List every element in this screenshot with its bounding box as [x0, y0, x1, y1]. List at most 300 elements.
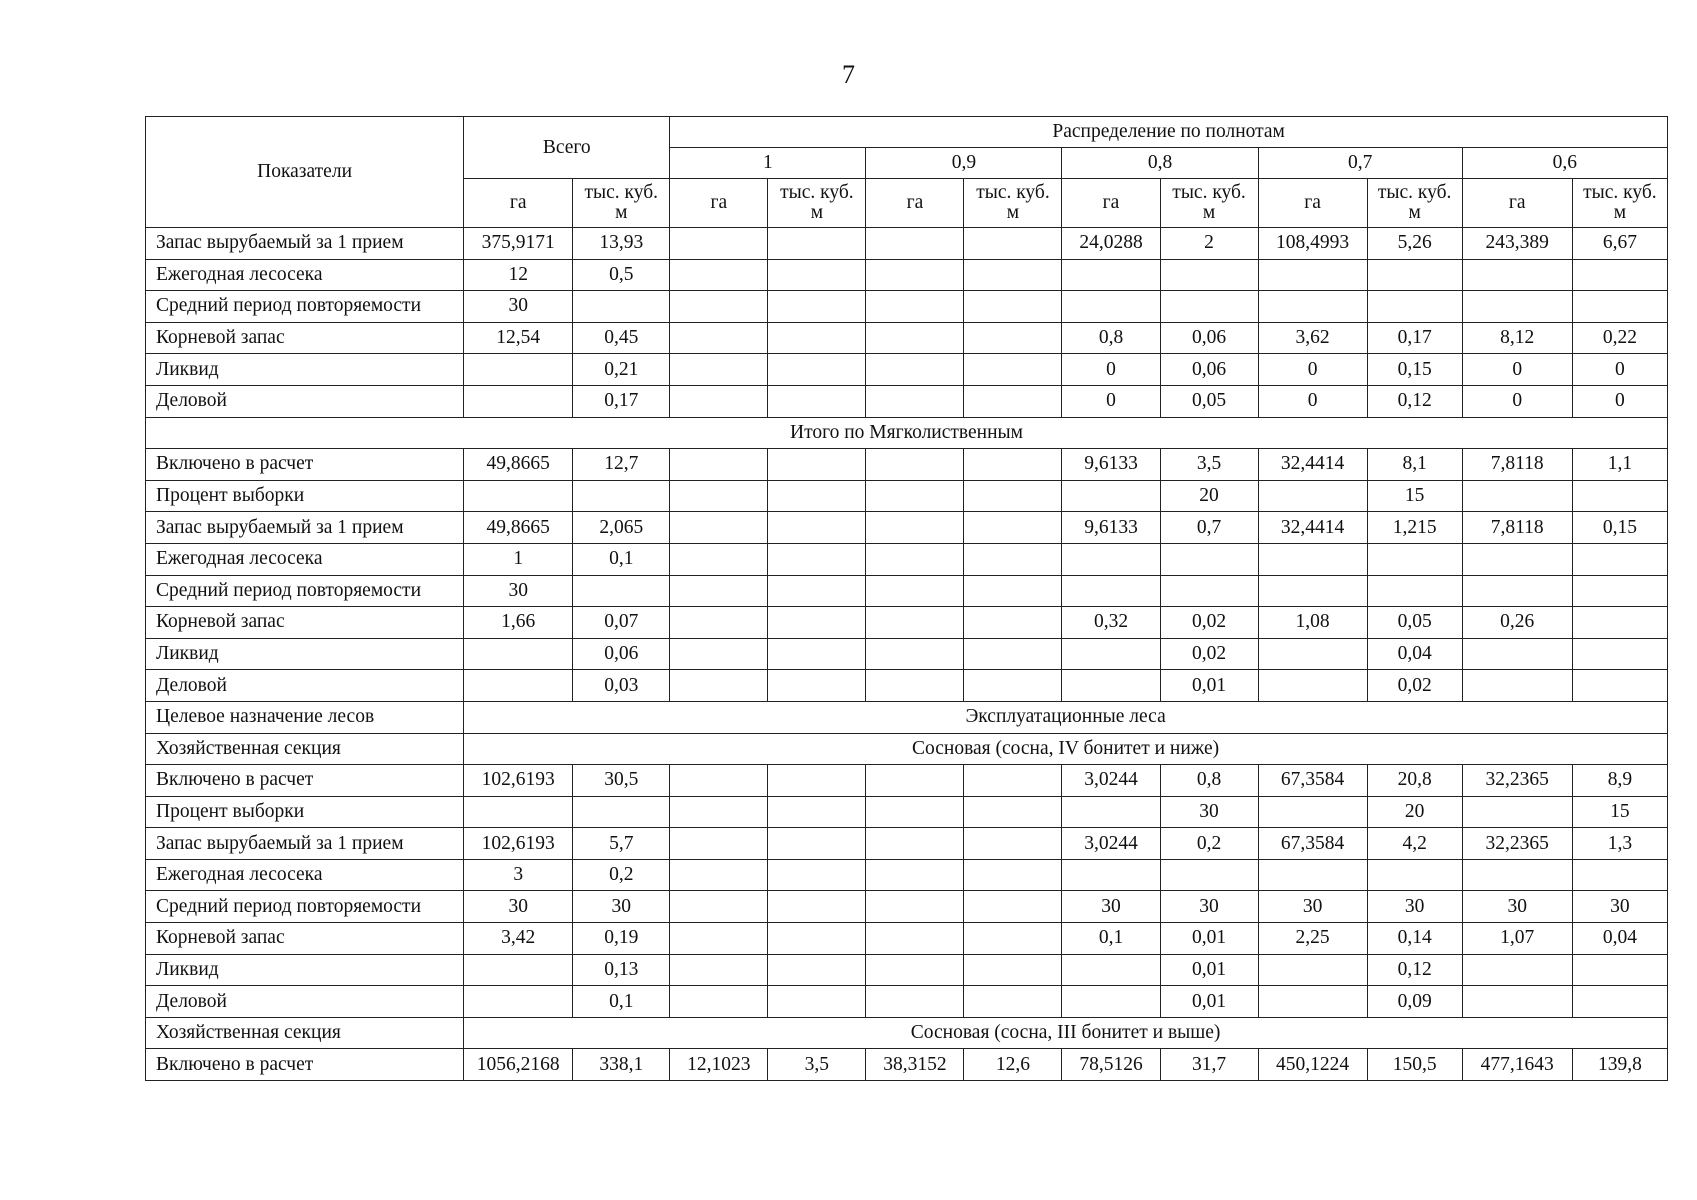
table-row — [146, 512, 1668, 544]
row-label: Средний период повторяемости — [146, 575, 464, 607]
table-cell — [866, 670, 964, 702]
table-cell — [670, 765, 768, 797]
table-cell — [964, 575, 1062, 607]
table-cell — [768, 670, 866, 702]
table-cell: 6,67 — [1572, 228, 1667, 260]
forest-stand-table — [145, 116, 1668, 1081]
table-cell: 9,6133 — [1062, 512, 1160, 544]
table-row — [146, 228, 1668, 260]
table-cell — [866, 354, 964, 386]
table-row — [146, 638, 1668, 670]
table-cell — [866, 891, 964, 923]
table-cell: 0 — [1462, 354, 1572, 386]
table-cell: 12 — [464, 259, 573, 291]
section-value: Сосновая (сосна, IV бонитет и ниже) — [464, 733, 1668, 765]
header-density-group: 0,7 — [1258, 148, 1462, 179]
table-cell — [964, 670, 1062, 702]
table-cell — [670, 638, 768, 670]
table-cell: 0 — [1062, 385, 1160, 417]
table-cell — [464, 638, 573, 670]
table-cell — [1258, 796, 1367, 828]
table-cell: 12,6 — [964, 1049, 1062, 1081]
table-cell: 32,2365 — [1462, 765, 1572, 797]
table-cell — [768, 859, 866, 891]
table-cell: 4,2 — [1367, 828, 1462, 860]
table-cell — [1062, 670, 1160, 702]
table-cell: 30 — [464, 891, 573, 923]
table-cell: 375,9171 — [464, 228, 573, 260]
table-cell — [1462, 796, 1572, 828]
header-density-group: 0,6 — [1462, 148, 1667, 179]
table-cell: 7,8118 — [1462, 449, 1572, 481]
table-cell — [964, 986, 1062, 1018]
table-cell: 24,0288 — [1062, 228, 1160, 260]
table-cell — [670, 923, 768, 955]
row-label: Запас вырубаемый за 1 прием — [146, 228, 464, 260]
table-cell — [964, 923, 1062, 955]
table-cell — [670, 986, 768, 1018]
table-cell: 0,8 — [1160, 765, 1258, 797]
table-cell — [768, 954, 866, 986]
table-cell — [768, 796, 866, 828]
table-cell: 0 — [1462, 385, 1572, 417]
table-cell — [768, 986, 866, 1018]
table-cell — [1062, 291, 1160, 323]
table-cell: 2 — [1160, 228, 1258, 260]
table-cell: 15 — [1572, 796, 1667, 828]
table-cell: 0,05 — [1367, 607, 1462, 639]
table-cell — [866, 543, 964, 575]
table-cell: 38,3152 — [866, 1049, 964, 1081]
header-unit-ha: га — [1062, 179, 1160, 228]
table-cell: 30 — [1062, 891, 1160, 923]
table-cell: 0,02 — [1367, 670, 1462, 702]
table-cell: 1,08 — [1258, 607, 1367, 639]
table-cell — [964, 796, 1062, 828]
row-label: Включено в расчет — [146, 1049, 464, 1081]
table-cell — [768, 638, 866, 670]
table-cell — [1462, 986, 1572, 1018]
header-unit-ha: га — [464, 179, 573, 228]
table-cell: 0,01 — [1160, 986, 1258, 1018]
table-cell — [964, 512, 1062, 544]
table-cell: 108,4993 — [1258, 228, 1367, 260]
table-cell: 0 — [1258, 385, 1367, 417]
table-cell — [670, 607, 768, 639]
header-unit-ha: га — [866, 179, 964, 228]
table-cell: 0,07 — [573, 607, 670, 639]
table-cell: 30,5 — [573, 765, 670, 797]
table-cell: 2,065 — [573, 512, 670, 544]
table-cell — [964, 291, 1062, 323]
table-cell: 0,13 — [573, 954, 670, 986]
table-cell: 7,8118 — [1462, 512, 1572, 544]
table-cell — [1367, 543, 1462, 575]
header-unit-ha: га — [1258, 179, 1367, 228]
table-row — [146, 954, 1668, 986]
table-cell — [866, 480, 964, 512]
header-density-group: 0,9 — [866, 148, 1062, 179]
table-cell — [768, 480, 866, 512]
table-cell: 1056,2168 — [464, 1049, 573, 1081]
table-cell: 477,1643 — [1462, 1049, 1572, 1081]
table-cell: 3,42 — [464, 923, 573, 955]
table-cell — [964, 638, 1062, 670]
table-cell: 0,01 — [1160, 670, 1258, 702]
table-cell — [1160, 291, 1258, 323]
table-cell: 0,19 — [573, 923, 670, 955]
table-cell: 8,9 — [1572, 765, 1667, 797]
table-cell — [768, 512, 866, 544]
table-cell — [964, 607, 1062, 639]
table-cell: 1,07 — [1462, 923, 1572, 955]
table-row — [146, 859, 1668, 891]
table-cell — [768, 923, 866, 955]
table-cell — [964, 480, 1062, 512]
table-cell: 0,06 — [1160, 354, 1258, 386]
table-cell — [1258, 670, 1367, 702]
table-cell — [768, 765, 866, 797]
row-label: Корневой запас — [146, 322, 464, 354]
header-total: Всего — [464, 117, 670, 179]
table-cell — [1258, 575, 1367, 607]
row-label: Ликвид — [146, 954, 464, 986]
table-cell — [1462, 480, 1572, 512]
table-cell — [866, 765, 964, 797]
table-cell — [866, 385, 964, 417]
table-cell — [1572, 259, 1667, 291]
table-cell: 0,04 — [1572, 923, 1667, 955]
table-row — [146, 417, 1668, 449]
table-cell — [1572, 543, 1667, 575]
table-cell — [1258, 986, 1367, 1018]
table-row — [146, 796, 1668, 828]
table-cell: 67,3584 — [1258, 828, 1367, 860]
row-label: Ежегодная лесосека — [146, 543, 464, 575]
table-cell — [964, 322, 1062, 354]
table-cell: 0,1 — [573, 986, 670, 1018]
table-cell: 12,1023 — [670, 1049, 768, 1081]
table-cell: 0,8 — [1062, 322, 1160, 354]
table-cell — [1258, 543, 1367, 575]
table-cell: 0,02 — [1160, 607, 1258, 639]
table-cell: 20 — [1367, 796, 1462, 828]
table-cell — [964, 954, 1062, 986]
table-cell — [1572, 291, 1667, 323]
row-label: Хозяйственная секция — [146, 733, 464, 765]
table-cell — [670, 385, 768, 417]
table-cell — [964, 228, 1062, 260]
table-cell — [670, 259, 768, 291]
table-cell — [866, 923, 964, 955]
table-cell — [464, 986, 573, 1018]
table-cell — [1572, 480, 1667, 512]
table-cell — [1367, 859, 1462, 891]
table-cell — [964, 354, 1062, 386]
table-cell: 0,22 — [1572, 322, 1667, 354]
table-cell: 5,26 — [1367, 228, 1462, 260]
table-cell — [670, 954, 768, 986]
table-cell — [670, 480, 768, 512]
table-cell — [964, 765, 1062, 797]
table-cell: 9,6133 — [1062, 449, 1160, 481]
row-label: Ликвид — [146, 638, 464, 670]
table-cell — [670, 322, 768, 354]
table-cell: 0,45 — [573, 322, 670, 354]
table-cell: 1,66 — [464, 607, 573, 639]
table-cell — [670, 228, 768, 260]
table-cell: 102,6193 — [464, 828, 573, 860]
table-cell: 78,5126 — [1062, 1049, 1160, 1081]
section-title: Итого по Мягколиственным — [146, 417, 1668, 449]
header-unit-volume: тыс. куб. м — [1160, 179, 1258, 228]
table-cell: 0,06 — [1160, 322, 1258, 354]
table-cell: 30 — [1572, 891, 1667, 923]
table-cell — [573, 796, 670, 828]
table-cell — [964, 385, 1062, 417]
table-cell: 3,0244 — [1062, 828, 1160, 860]
table-cell — [670, 543, 768, 575]
table-cell — [768, 291, 866, 323]
table-cell — [866, 986, 964, 1018]
table-cell — [964, 859, 1062, 891]
table-row — [146, 291, 1668, 323]
header-distribution: Распределение по полнотам — [670, 117, 1668, 148]
table-cell — [964, 891, 1062, 923]
table-cell: 0,1 — [573, 543, 670, 575]
table-cell: 2,25 — [1258, 923, 1367, 955]
table-cell — [1062, 859, 1160, 891]
table-row — [146, 543, 1668, 575]
table-cell — [1462, 670, 1572, 702]
table-cell — [1572, 607, 1667, 639]
table-cell: 8,12 — [1462, 322, 1572, 354]
table-cell: 31,7 — [1160, 1049, 1258, 1081]
table-cell — [1258, 259, 1367, 291]
table-cell — [670, 891, 768, 923]
table-cell: 49,8665 — [464, 449, 573, 481]
table-cell — [866, 228, 964, 260]
table-cell: 30 — [1462, 891, 1572, 923]
table-cell — [464, 670, 573, 702]
table-cell: 0,2 — [573, 859, 670, 891]
page-number: 7 — [842, 60, 855, 89]
table-cell — [670, 859, 768, 891]
table-cell: 150,5 — [1367, 1049, 1462, 1081]
table-cell — [1160, 575, 1258, 607]
table-cell — [1258, 859, 1367, 891]
table-cell: 0,12 — [1367, 954, 1462, 986]
table-cell — [768, 259, 866, 291]
table-cell — [1160, 543, 1258, 575]
header-unit-ha: га — [1462, 179, 1572, 228]
row-label: Средний период повторяемости — [146, 891, 464, 923]
table-cell: 1 — [464, 543, 573, 575]
row-label: Деловой — [146, 986, 464, 1018]
table-cell — [866, 954, 964, 986]
table-cell — [670, 512, 768, 544]
table-cell: 3,62 — [1258, 322, 1367, 354]
row-label: Процент выборки — [146, 480, 464, 512]
row-label: Корневой запас — [146, 607, 464, 639]
table-cell — [768, 575, 866, 607]
table-row — [146, 480, 1668, 512]
table-cell — [1062, 480, 1160, 512]
table-cell — [964, 449, 1062, 481]
table-cell — [866, 859, 964, 891]
row-label: Включено в расчет — [146, 449, 464, 481]
table-cell: 15 — [1367, 480, 1462, 512]
table-cell — [866, 607, 964, 639]
table-cell — [1462, 259, 1572, 291]
table-cell — [1062, 796, 1160, 828]
table-cell: 0,09 — [1367, 986, 1462, 1018]
row-label: Процент выборки — [146, 796, 464, 828]
table-cell: 20,8 — [1367, 765, 1462, 797]
table-row — [146, 923, 1668, 955]
table-row — [146, 385, 1668, 417]
table-cell: 3,5 — [768, 1049, 866, 1081]
table-cell: 32,4414 — [1258, 512, 1367, 544]
row-label: Ежегодная лесосека — [146, 259, 464, 291]
table-cell — [1462, 638, 1572, 670]
table-cell — [866, 322, 964, 354]
table-cell: 139,8 — [1572, 1049, 1667, 1081]
table-cell: 0,02 — [1160, 638, 1258, 670]
table-cell — [1572, 859, 1667, 891]
table-cell: 450,1224 — [1258, 1049, 1367, 1081]
table-cell — [1160, 859, 1258, 891]
section-value: Сосновая (сосна, III бонитет и выше) — [464, 1017, 1668, 1049]
table-cell: 338,1 — [573, 1049, 670, 1081]
table-cell — [768, 228, 866, 260]
table-cell: 0,17 — [573, 385, 670, 417]
table-cell — [1062, 986, 1160, 1018]
table-row — [146, 322, 1668, 354]
table-cell — [768, 354, 866, 386]
table-cell: 0,26 — [1462, 607, 1572, 639]
table-cell — [1572, 986, 1667, 1018]
table-cell — [1572, 954, 1667, 986]
table-cell: 0,03 — [573, 670, 670, 702]
table-cell: 0,01 — [1160, 954, 1258, 986]
table-cell: 0 — [1062, 354, 1160, 386]
table-cell: 0,04 — [1367, 638, 1462, 670]
table-cell: 30 — [1160, 891, 1258, 923]
table-cell — [768, 322, 866, 354]
table-cell: 3,5 — [1160, 449, 1258, 481]
row-label: Ликвид — [146, 354, 464, 386]
table-cell — [1258, 291, 1367, 323]
table-cell: 5,7 — [573, 828, 670, 860]
row-label: Запас вырубаемый за 1 прием — [146, 828, 464, 860]
table-cell: 49,8665 — [464, 512, 573, 544]
table-cell — [866, 828, 964, 860]
table-cell: 0,5 — [573, 259, 670, 291]
table-cell: 0,06 — [573, 638, 670, 670]
header-unit-volume: тыс. куб. м — [1367, 179, 1462, 228]
header-unit-volume: тыс. куб. м — [964, 179, 1062, 228]
table-cell — [1367, 575, 1462, 607]
table-row — [146, 1017, 1668, 1049]
table-cell: 0,2 — [1160, 828, 1258, 860]
table-cell — [1462, 954, 1572, 986]
table-cell: 1,3 — [1572, 828, 1667, 860]
table-cell: 0,12 — [1367, 385, 1462, 417]
table-row — [146, 891, 1668, 923]
row-label: Средний период повторяемости — [146, 291, 464, 323]
table-row — [146, 1049, 1668, 1081]
table-row — [146, 670, 1668, 702]
row-label: Деловой — [146, 385, 464, 417]
table-cell — [670, 449, 768, 481]
table-cell — [464, 354, 573, 386]
table-row — [146, 449, 1668, 481]
table-cell — [1572, 638, 1667, 670]
table-cell — [670, 796, 768, 828]
table-cell — [1062, 543, 1160, 575]
table-body — [146, 228, 1668, 1081]
table-cell: 0,1 — [1062, 923, 1160, 955]
table-cell — [464, 954, 573, 986]
table-cell: 30 — [1160, 796, 1258, 828]
table-row — [146, 354, 1668, 386]
row-label: Запас вырубаемый за 1 прием — [146, 512, 464, 544]
header-unit-volume: тыс. куб. м — [573, 179, 670, 228]
table-cell: 8,1 — [1367, 449, 1462, 481]
row-label: Целевое назначение лесов — [146, 701, 464, 733]
header-unit-ha: га — [670, 179, 768, 228]
table-cell: 0,21 — [573, 354, 670, 386]
table-row — [146, 575, 1668, 607]
table-cell — [1062, 259, 1160, 291]
table-cell — [670, 828, 768, 860]
table-cell: 12,54 — [464, 322, 573, 354]
table-cell: 32,2365 — [1462, 828, 1572, 860]
header-indicators: Показатели — [146, 117, 464, 228]
table-cell — [1062, 954, 1160, 986]
table-cell — [866, 259, 964, 291]
table-cell: 20 — [1160, 480, 1258, 512]
table-cell: 0 — [1572, 354, 1667, 386]
table-cell: 30 — [464, 291, 573, 323]
table-cell — [1258, 638, 1367, 670]
table-cell — [866, 575, 964, 607]
table-cell: 67,3584 — [1258, 765, 1367, 797]
table-cell: 12,7 — [573, 449, 670, 481]
table-cell: 0,17 — [1367, 322, 1462, 354]
header-unit-volume: тыс. куб. м — [768, 179, 866, 228]
table-cell — [768, 891, 866, 923]
table-cell: 30 — [1367, 891, 1462, 923]
table-cell — [1367, 291, 1462, 323]
table-cell — [670, 291, 768, 323]
table-cell: 243,389 — [1462, 228, 1572, 260]
table-cell: 0,01 — [1160, 923, 1258, 955]
table-cell: 0,05 — [1160, 385, 1258, 417]
table-cell — [964, 259, 1062, 291]
table-row — [146, 607, 1668, 639]
table-cell — [1062, 575, 1160, 607]
table-cell: 3 — [464, 859, 573, 891]
table-cell — [464, 480, 573, 512]
header-unit-volume: тыс. куб. м — [1572, 179, 1667, 228]
table-row — [146, 986, 1668, 1018]
table-cell — [573, 575, 670, 607]
table-cell: 1,215 — [1367, 512, 1462, 544]
table-row — [146, 259, 1668, 291]
table-cell: 0,15 — [1367, 354, 1462, 386]
